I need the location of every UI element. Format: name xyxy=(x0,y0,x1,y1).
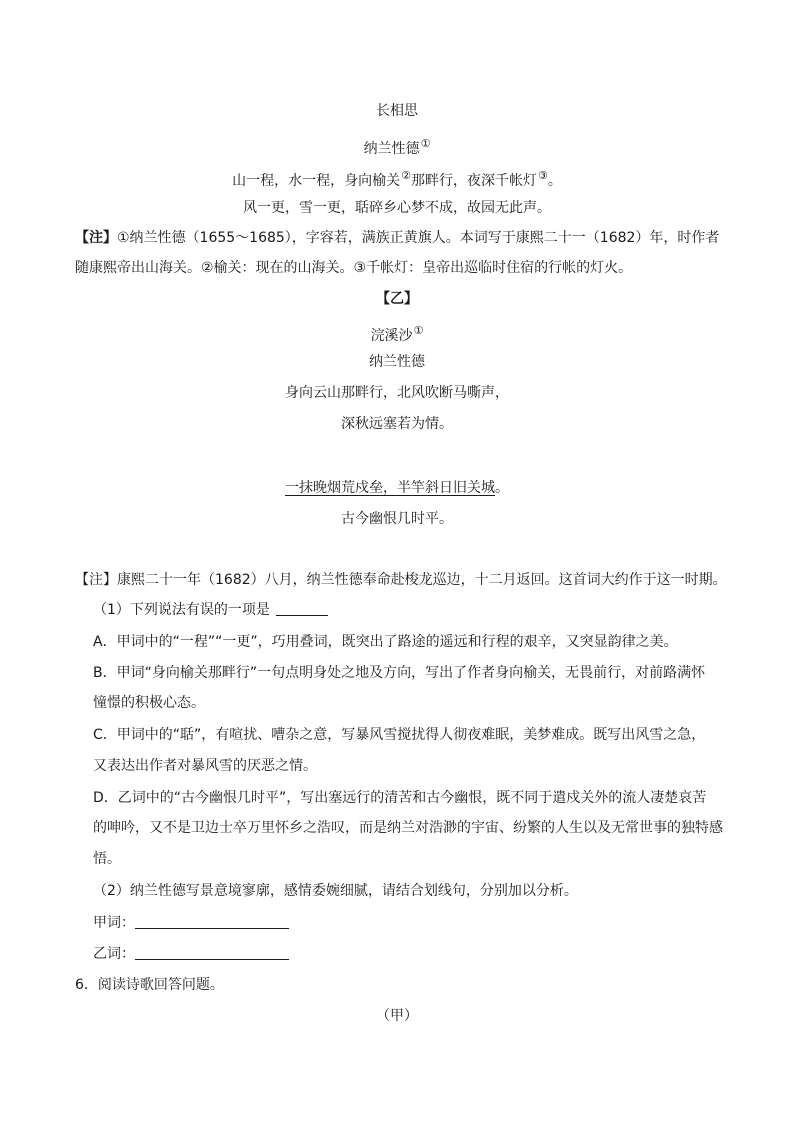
option-b-line2: 憧憬的积极心态。 xyxy=(93,695,205,711)
footnote-mark: ③ xyxy=(538,169,548,182)
answer-jia-blank[interactable] xyxy=(135,914,289,929)
answer-jia-label: 甲词： xyxy=(93,915,135,931)
option-c-line2: 又表达出作者对暴风雪的厌恶之情。 xyxy=(93,758,317,774)
question-1 xyxy=(93,600,725,620)
note-text: ①纳兰性德（1655～1685），字容若，满族正黄旗人。本词写于康熙二十一（1682）年，时作者 xyxy=(117,230,720,246)
poem1-line1-part: 。 xyxy=(547,173,562,189)
answer-jia-line xyxy=(93,913,725,933)
underlined-line: 一抹晚烟荒戍垒，半竿斜日旧关城 xyxy=(285,480,495,496)
option-a: A．甲词中的“一程”“一更”，巧用叠词，既突出了路途的遥远和行程的艰辛，又突显韵律之美。 xyxy=(93,634,678,650)
poem1-line2: 风一更，雪一更，聒碎乡心梦不成，故园无此声。 xyxy=(243,200,551,216)
poem2-line3-end: 。 xyxy=(495,480,509,496)
poem1-line1 xyxy=(0,166,794,191)
poem2-author: 纳兰性德 xyxy=(369,354,425,370)
poem1-author-line xyxy=(0,134,794,159)
poem1-note-line1 xyxy=(75,228,725,248)
question-6: 6．阅读诗歌回答问题。 xyxy=(75,977,224,993)
footnote-mark: ① xyxy=(420,137,431,150)
option-d-line1: D．乙词中的“古今幽恨几时平”，写出塞远行的清苦和古今幽恨，既不同于遣戍关外的流人凄楚哀苦 xyxy=(93,790,707,806)
option-c-line1: C．甲词中的“聒”，有喧扰、嘈杂之意，写暴风雪搅扰得人彻夜难眠，美梦难成。既写出风雪之急， xyxy=(93,727,706,743)
note-label: 【注】 xyxy=(75,230,117,246)
answer-yi-blank[interactable] xyxy=(135,945,289,960)
footnote-mark: ② xyxy=(401,169,411,182)
poem2-title: 浣溪沙 xyxy=(370,328,413,344)
next-section-label: （甲） xyxy=(376,1008,418,1024)
answer-blank[interactable] xyxy=(276,601,328,616)
poem2-line3 xyxy=(0,478,794,498)
poem1-title: 长相思 xyxy=(376,103,418,119)
poem2-note: 【注】康熙二十一年（1682）八月，纳兰性德奉命赴梭龙巡边，十二月返回。这首词大约作于这一时期。 xyxy=(75,572,727,588)
poem2-title-line xyxy=(0,321,794,346)
answer-yi-line xyxy=(93,944,725,964)
option-d-line3: 悟。 xyxy=(93,851,121,867)
question-1-text: （1）下列说法有误的一项是 xyxy=(93,602,270,618)
poem2-line4: 古今幽恨几时平。 xyxy=(341,511,453,527)
poem1-author: 纳兰性德 xyxy=(363,141,420,157)
footnote-mark: ① xyxy=(413,324,424,337)
poem2-line1: 身向云山那畔行，北风吹断马嘶声， xyxy=(285,385,509,401)
answer-yi-label: 乙词： xyxy=(93,946,135,962)
option-d-line2: 的呻吟，又不是卫边士卒万里怀乡之浩叹，而是纳兰对浩渺的宇宙、纷繁的人生以及无常世事的独特感 xyxy=(93,820,723,836)
question-2: （2）纳兰性德写景意境寥廓，感情委婉细腻，请结合划线句，分别加以分析。 xyxy=(93,883,578,899)
poem1-note-line2: 随康熙帝出山海关。②榆关：现在的山海关。③千帐灯：皇帝出巡临时住宿的行帐的灯火。 xyxy=(75,260,633,276)
poem2-section-label: 【乙】 xyxy=(376,291,418,307)
poem1-line1-part: 那畔行，夜深千帐灯 xyxy=(411,173,537,189)
poem1-line1-part: 山一程，水一程，身向榆关 xyxy=(232,173,401,189)
option-b-line1: B．甲词“身向榆关那畔行”一句点明身处之地及方向，写出了作者身向榆关，无畏前行，对前路满怀 xyxy=(93,665,706,681)
poem2-line2: 深秋远塞若为情。 xyxy=(341,416,453,432)
